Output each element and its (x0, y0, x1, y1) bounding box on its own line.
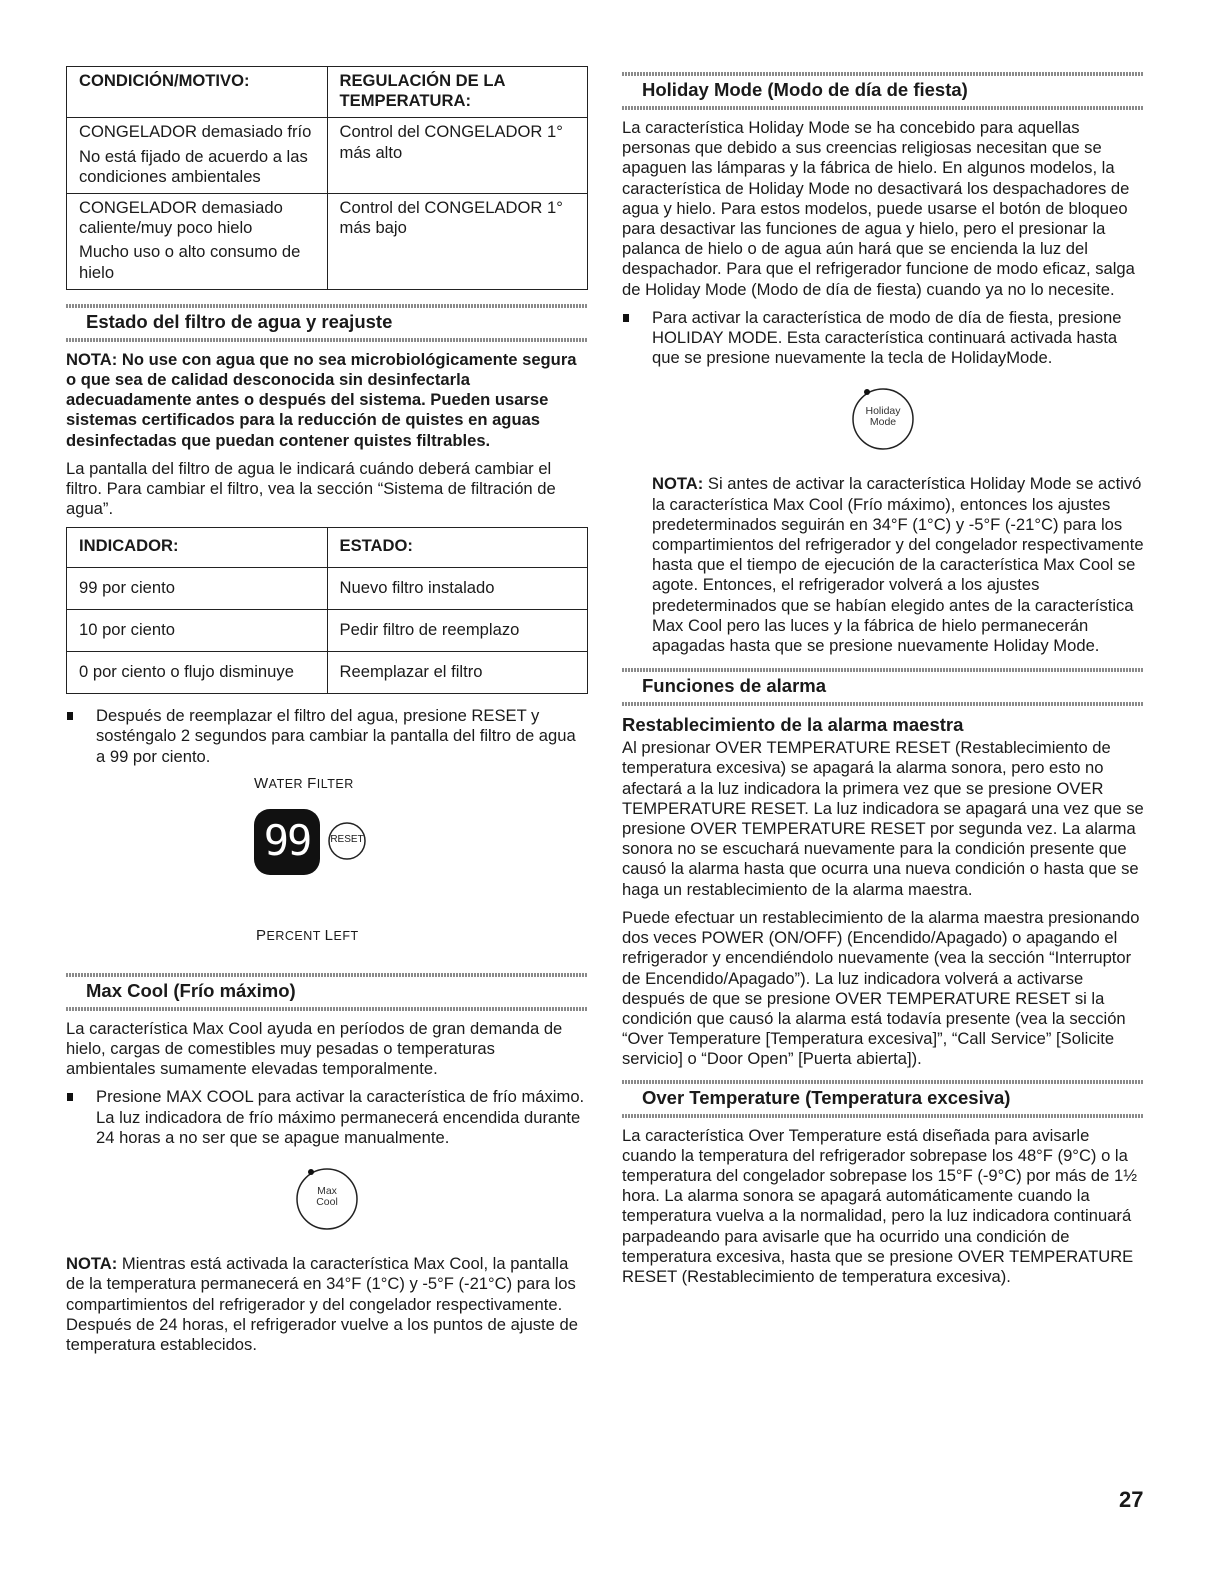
section-heading-filter (66, 304, 588, 342)
table-cell: Control del CONGELADOR 1° más bajo (327, 194, 588, 290)
table-header: CONDICIÓN/MOTIVO: (67, 67, 328, 118)
filter-paragraph: La pantalla del filtro de agua le indicará cuándo deberá cambiar el filtro. Para cambiar el filtro, vea la sección “Sistema de filtración de agua”. (66, 458, 556, 519)
water-filter-figure (66, 775, 588, 975)
max-cool-bullet (66, 1087, 588, 1148)
alarm-subheading: Restablecimiento de la alarma maestra (622, 714, 964, 736)
alarm-paragraph-2: Puede efectuar un restablecimiento de la alarma maestra presionando dos veces POWER (ON/OFF) (Encendido/Apagado) o apagando el refrigerador y encendiéndolo nuevamente (vea la sección “Interruptor de Encendido/Apagado”). La luz indicadora volverá a activarse después de que se presione OVER TEMPERATURE RESET si la condición que causó la alarma está todavía presente (vea la sección “Over Temperature [Temperatura excesiva]”, “Call Service” [Solicite servicio] o “Door Open” [Puerta abierta]). (622, 907, 1140, 1069)
bullet-icon (67, 1093, 73, 1101)
table-row (67, 194, 588, 290)
table-cell: 10 por ciento (67, 609, 328, 651)
heading-text: Funciones de alarma (642, 675, 827, 697)
table-header-row (67, 67, 588, 118)
cell-text: CONGELADOR demasiado frío (79, 122, 312, 142)
heading-text: Over Temperature (Temperatura excesiva) (642, 1086, 1011, 1108)
filter-status-table (66, 527, 588, 694)
table-cell: Reemplazar el filtro (327, 652, 588, 694)
heading-text: Max Cool (Frío máximo) (86, 979, 296, 1001)
left-column (66, 66, 588, 1363)
reset-label: RESET (330, 833, 364, 845)
bullet-text: Después de reemplazar el filtro del agua, presione RESET y sosténgalo 2 segundos para cambiar la pantalla del filtro de agua a 99 por ciento. (96, 706, 576, 766)
bullet-icon (67, 712, 73, 720)
heading-text: Holiday Mode (Modo de día de fiesta) (642, 79, 968, 100)
max-cool-note: NOTA: Mientras está activada la característica Max Cool, la pantalla de la temperatura permanecerá en 34°F (1°C) y -5°F (-21°C) para los compartimientos del refrigerador y del congelador respectivamente. Después de 24 horas, el refrigerador vuelve a los puntos de ajuste de temperatura establecidos. (66, 1254, 578, 1354)
holiday-bullet (622, 308, 1144, 369)
table-header-row (67, 528, 588, 567)
bullet-text: Para activar la característica de modo de día de fiesta, presione HOLIDAY MODE. Esta característica continuará activada hasta que se presione nuevamente la tecla de HolidayMode. (652, 307, 1122, 368)
table-header: INDICADOR: (67, 528, 328, 567)
table-cell: 0 por ciento o flujo disminuye (67, 652, 328, 694)
cell-text: CONGELADOR demasiado caliente/muy poco hielo (79, 198, 283, 238)
table-header: ESTADO: (327, 528, 588, 567)
cell-text: No está fijado de acuerdo a las condiciones ambientales (79, 146, 308, 186)
table-cell: Pedir filtro de reemplazo (327, 609, 588, 651)
max-cool-button-label: Max Cool (316, 1185, 338, 1209)
holiday-mode-button-icon[interactable] (840, 376, 926, 462)
holiday-figure (622, 376, 1144, 462)
table-row (67, 652, 588, 694)
temperature-table (66, 66, 588, 290)
right-column (622, 66, 1144, 1295)
max-cool-figure (66, 1156, 588, 1242)
max-cool-paragraph: La característica Max Cool ayuda en períodos de gran demanda de hielo, cargas de comestibles muy pesadas o temperaturas ambientales sumamente elevadas temporalmente. (66, 1018, 563, 1079)
table-cell: Nuevo filtro instalado (327, 567, 588, 609)
filter-percent-digits: 99 (263, 815, 311, 865)
holiday-mode-button-label: Holiday Mode (865, 405, 901, 429)
alarm-paragraph-1: Al presionar OVER TEMPERATURE RESET (Restablecimiento de temperatura excesiva) se apagará la alarma sonora, pero esto no afectará a la luz indicadora la primera vez que se presione OVER TEMPERATURE RESET. La luz indicadora se apagará una vez que se presione OVER TEMPERATURE RESET por segunda vez. La alarma sonora no se escuchará nuevamente para la condición presente que causó la alarma hasta que ocurra una nueva condición o hasta que se haga un restablecimiento de la alarma maestra. (622, 738, 1144, 899)
section-heading-max-cool (66, 973, 588, 1011)
filter-bullet (66, 706, 588, 767)
table-row (67, 118, 588, 194)
bullet-icon (623, 314, 629, 322)
table-cell: 99 por ciento (67, 567, 328, 609)
table-header: REGULACIÓN DE LA TEMPERATURA: (327, 67, 588, 118)
cell-text: Mucho uso o alto consumo de hielo (79, 242, 301, 282)
bullet-text: Presione MAX COOL para activar la característica de frío máximo. La luz indicadora de frío máximo permanecerá encendida durante 24 horas a no ser que se apague manualmente. (96, 1087, 585, 1147)
filter-display (254, 809, 320, 875)
table-row (67, 567, 588, 609)
heading-text: Estado del filtro de agua y reajuste (86, 310, 393, 332)
section-heading-alarm (622, 668, 1144, 706)
section-heading-over-temp (622, 1080, 1144, 1118)
table-row (67, 609, 588, 651)
percent-left-label: PERCENT LEFT (256, 926, 359, 944)
page-number: 27 (1119, 1487, 1144, 1512)
water-filter-label: WATER FILTER (254, 774, 354, 792)
max-cool-button-icon[interactable] (284, 1156, 370, 1242)
table-cell: Control del CONGELADOR 1° más alto (327, 118, 588, 194)
table-cell (67, 194, 328, 290)
holiday-paragraph: La característica Holiday Mode se ha concebido para aquellas personas que debido a sus creencias religiosas necesitan que se apaguen las lámparas y la fábrica de hielo. En algunos modelos, la característica de Holiday Mode no desactivará los despachadores de agua y hielo. Para estos modelos, puede usarse el botón de bloqueo para desactivar las funciones de agua y hielo, pero el presionar la palanca de hielo o de agua aún hará que se encienda la luz del despachador. Para que el refrigerador funcione de modo eficaz, salga de Holiday Mode (Modo de día de fiesta) cuando ya no lo necesite. (622, 118, 1135, 299)
filter-note: NOTA: No use con agua que no sea microbiológicamente segura o que sea de calidad desconocida sin desinfectarla adecuadamente antes o después del sistema. Pueden usarse sistemas certificados para la reducción de quistes en aguas desinfectadas que puedan contener quistes filtrables. (66, 349, 577, 450)
over-temp-paragraph: La característica Over Temperature está diseñada para avisarle cuando la temperatura del refrigerador sobrepase los 48°F (9°C) o la temperatura del congelador sobrepase los 15°F (-9°C) por más de 1½ hora. La alarma sonora se apagará automáticamente cuando la temperatura vuelva a la normalidad, pero la luz indicadora continuará parpadeando para avisarle que ha ocurrido una condición de temperatura excesiva, hasta que se presione OVER TEMPERATURE RESET (Restablecimiento de temperatura excesiva). (622, 1125, 1138, 1286)
table-cell (67, 118, 328, 194)
section-heading-holiday (622, 72, 1144, 110)
holiday-note: NOTA: Si antes de activar la característica Holiday Mode se activó la característica Max Cool (Frío máximo), entonces los ajustes predeterminados seguirán en 34°F (1°C) y -5°F (-21°C) para los compartimientos del refrigerador y del congelador respectivamente hasta que el tiempo de ejecución de la característica Max Cool se agote. Entonces, el refrigerador volverá a los ajustes predeterminados que se habían elegido antes de la característica Max Cool pero las luces y la fábrica de hielo permanecerán apagadas hasta que se presione nuevamente Holiday Mode. (652, 474, 1144, 656)
